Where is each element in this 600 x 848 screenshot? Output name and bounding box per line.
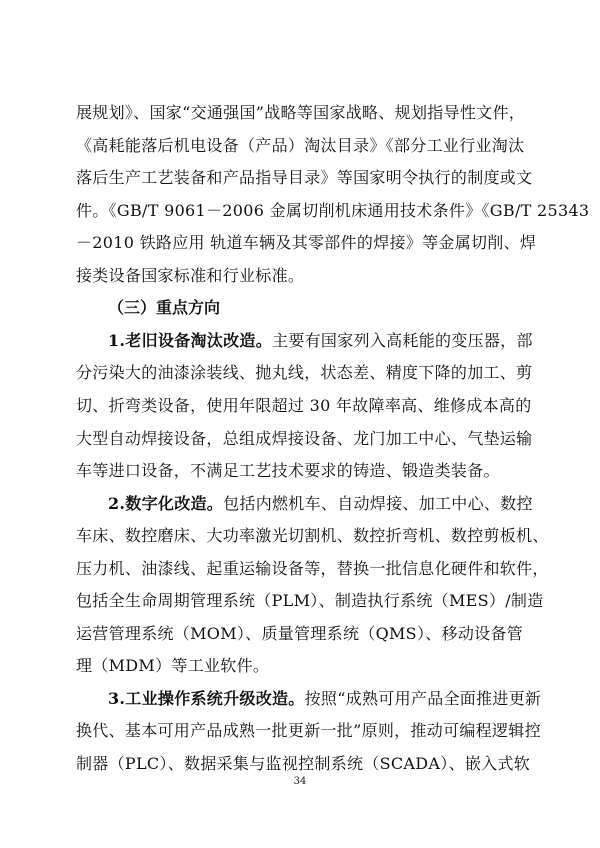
text-line: 车床、数控磨床、大功率激光切割机、数控折弯机、数控剪板机、 (76, 526, 549, 546)
text-line: 压力机、油漆线、起重运输设备等，替换一批信息化硬件和软件， (76, 558, 549, 578)
text-line: 展规划》、国家“交通强国”战略等国家战略、规划指导性文件， (76, 103, 526, 122)
text-line: 《高耗能落后机电设备（产品）淘汰目录》《部分工业行业淘汰 (76, 135, 525, 155)
paragraph-lead: 2.数字化改造。 (108, 493, 224, 513)
text-line: 大型自动焊接设备，总组成焊接设备、龙门加工中心、气垫运输 (76, 428, 533, 448)
text-line: 换代、基本可用产品成熟一批更新一批”原则，推动可编程逻辑控 (76, 721, 541, 741)
paragraph-lead: 3.工业操作系统升级改造。 (108, 688, 305, 708)
paragraph-first-line (108, 330, 600, 352)
text-line: 分污染大的油漆涂装线、抛丸线，状态差、精度下降的加工、剪 (76, 363, 533, 383)
text-line: 制器（PLC）、数据采集与监视控制系统（SCADA）、嵌入式软 (76, 754, 531, 773)
page-number: 34 (293, 776, 307, 787)
text-line: 运营管理系统（MOM）、质量管理系统（QMS）、移动设备管 (76, 623, 524, 643)
text-line: 理（MDM）等工业软件。 (76, 656, 270, 676)
text-line: 落后生产工艺装备和产品指导目录》等国家明令执行的制度或文 (76, 168, 533, 188)
paragraph-text: 按照“成熟可用产品全面推进更新 (304, 688, 542, 708)
section-heading: （三）重点方向 (108, 298, 221, 318)
paragraph-first-line (108, 688, 600, 710)
paragraph-lead: 1.老旧设备淘汰改造。 (108, 330, 273, 350)
text-line: 切、折弯类设备，使用年限超过 30 年故障率高、维修成本高的 (76, 395, 532, 415)
text-line: 车等进口设备，不满足工艺技术要求的铸造、锻造类装备。 (76, 461, 500, 481)
text-line: 接类设备国家标准和行业标准。 (76, 265, 305, 285)
text-line: －2010 铁路应用 轨道车辆及其零部件的焊接》等金属切削、焊 (76, 233, 537, 253)
text-line: 包括全生命周期管理系统（PLM）、制造执行系统（MES）/制造 (76, 591, 544, 611)
paragraph-first-line (108, 493, 600, 515)
text-line: 件。《GB/T 9061－2006 金属切削机床通用技术条件》《GB/T 25343 (76, 200, 590, 220)
paragraph-text: 主要有国家列入高耗能的变压器，部 (272, 330, 533, 350)
paragraph-text: 包括内燃机车、自动焊接、加工中心、数控 (223, 493, 533, 513)
